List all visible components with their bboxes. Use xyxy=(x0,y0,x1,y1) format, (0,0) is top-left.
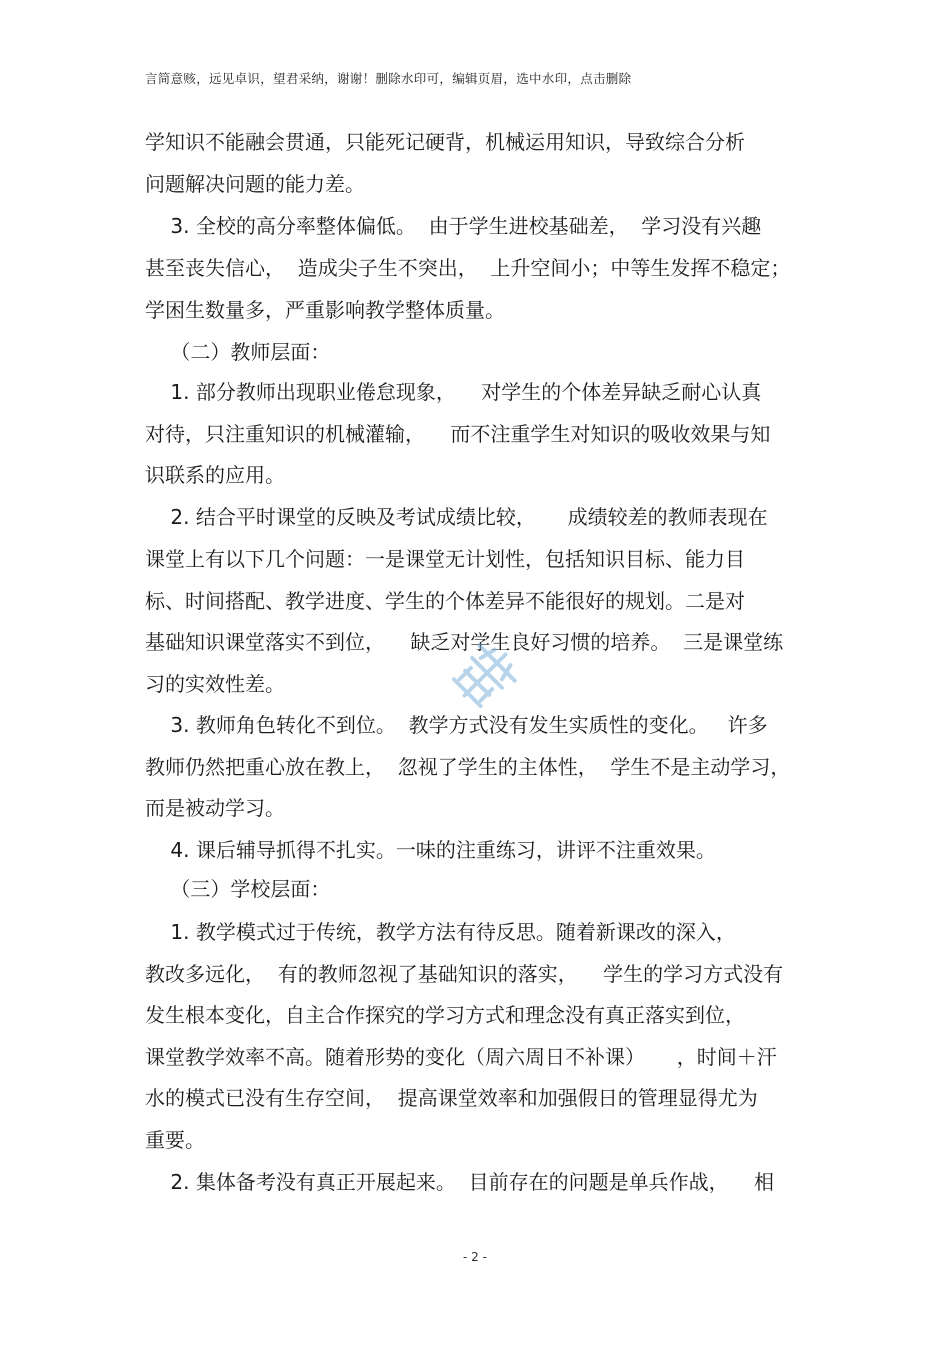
header-note: 言简意赅，远见卓识，望君采纳，谢谢！删除水印可，编辑页眉，选中水印，点击删除 xyxy=(145,71,632,86)
section-heading: （三）学校层面： xyxy=(145,877,331,901)
section-heading: （二）教师层面： xyxy=(145,340,331,364)
paragraph-line: 重要。 xyxy=(145,1128,205,1152)
page-number: - 2 - xyxy=(463,1250,487,1264)
paragraph-line: 习的实效性差。 xyxy=(145,672,285,696)
paragraph-line: 2. 集体备考没有真正开展起来。 目前存在的问题是单兵作战， 相 xyxy=(145,1170,775,1194)
watermark-seal-icon xyxy=(446,636,524,714)
paragraph-line: 4. 课后辅导抓得不扎实。一味的注重练习，讲评不注重效果。 xyxy=(145,838,716,862)
paragraph-line: 课堂教学效率不高。随着形势的变化（周六周日不补课） ，时间＋汗 xyxy=(145,1045,777,1069)
paragraph-line: 识联系的应用。 xyxy=(145,463,285,487)
paragraph-line: 问题解决问题的能力差。 xyxy=(145,172,365,196)
paragraph-line: 3. 教师角色转化不到位。 教学方式没有发生实质性的变化。 许多 xyxy=(145,713,768,737)
paragraph-line: 1. 教学模式过于传统，教学方法有待反思。随着新课改的深入， xyxy=(145,920,736,944)
paragraph-line: 甚至丧失信心， 造成尖子生不突出， 上升空间小；中等生发挥不稳定； xyxy=(145,256,791,280)
paragraph-line: 教师仍然把重心放在教上， 忽视了学生的主体性， 学生不是主动学习， xyxy=(145,755,791,779)
paragraph-line: 教改多远化， 有的教师忽视了基础知识的落实， 学生的学习方式没有 xyxy=(145,962,784,986)
paragraph-line: 发生根本变化，自主合作探究的学习方式和理念没有真正落实到位， xyxy=(145,1003,745,1027)
paragraph-line: 3. 全校的高分率整体偏低。 由于学生进校基础差， 学习没有兴趣 xyxy=(145,214,762,238)
paragraph-line: 而是被动学习。 xyxy=(145,796,285,820)
paragraph-line: 课堂上有以下几个问题：一是课堂无计划性，包括知识目标、能力目 xyxy=(145,547,745,571)
paragraph-line: 标、时间搭配、教学进度、学生的个体差异不能很好的规划。二是对 xyxy=(145,589,745,613)
paragraph-line: 2. 结合平时课堂的反映及考试成绩比较， 成绩较差的教师表现在 xyxy=(145,505,768,529)
paragraph-line: 基础知识课堂落实不到位， 缺乏对学生良好习惯的培养。 三是课堂练 xyxy=(145,630,784,654)
paragraph-line: 1. 部分教师出现职业倦怠现象， 对学生的个体差异缺乏耐心认真 xyxy=(145,380,762,404)
paragraph-line: 水的模式已没有生存空间， 提高课堂效率和加强假日的管理显得尤为 xyxy=(145,1086,758,1110)
paragraph-line: 对待，只注重知识的机械灌输， 而不注重学生对知识的吸收效果与知 xyxy=(145,422,771,446)
paragraph-line: 学知识不能融会贯通，只能死记硬背，机械运用知识，导致综合分析 xyxy=(145,130,745,154)
paragraph-line: 学困生数量多，严重影响教学整体质量。 xyxy=(145,298,505,322)
